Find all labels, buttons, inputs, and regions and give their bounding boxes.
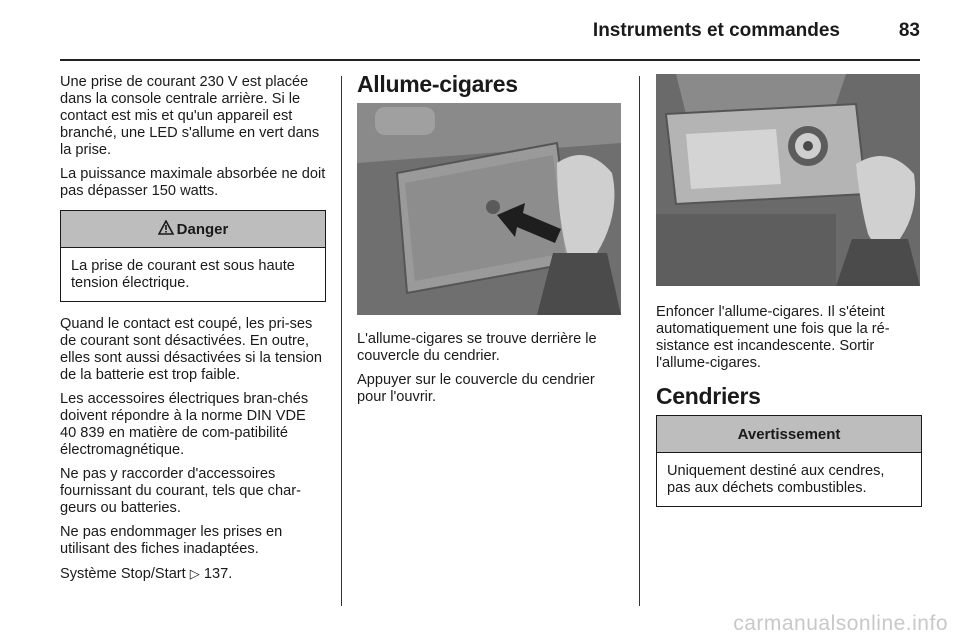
danger-header bbox=[61, 211, 325, 248]
paragraph: Ne pas y raccorder d'accessoires fournissant du courant, tels que char-geurs ou batteries. bbox=[60, 466, 301, 516]
ashtray-lid-photo bbox=[357, 103, 621, 315]
paragraph: Ne pas endommager les prises en utilisant des fiches inadaptées. bbox=[60, 524, 283, 557]
header-divider bbox=[60, 59, 920, 61]
paragraph: L'allume-cigares se trouve derrière le couvercle du cendrier. bbox=[357, 331, 597, 364]
paragraph: Appuyer sur le couvercle du cendrier pour l'ouvrir. bbox=[357, 372, 595, 405]
danger-box bbox=[60, 210, 326, 302]
cigarette-lighter-photo bbox=[656, 74, 920, 286]
reference-page[interactable]: 137. bbox=[203, 566, 233, 582]
page-header bbox=[60, 14, 920, 54]
page-number: 83 bbox=[898, 20, 920, 41]
column-divider-2 bbox=[639, 76, 640, 606]
paragraph: Les accessoires électriques bran-chés doivent répondre à la norme DIN VDE 40 839 en matière de com-patibilité électromagnétique. bbox=[60, 391, 309, 458]
page-title: Instruments et commandes bbox=[592, 20, 840, 41]
warning-box bbox=[656, 415, 922, 507]
column-divider-1 bbox=[341, 76, 342, 606]
section-heading-cendriers: Cendriers bbox=[656, 383, 761, 409]
danger-title: Danger bbox=[176, 220, 229, 238]
paragraph: Enfoncer l'allume-cigares. Il s'éteint automatiquement une fois que la ré-sistance est incandescente. Sortir l'allume-cigares. bbox=[656, 304, 890, 371]
reference-text: Système Stop/Start bbox=[60, 566, 186, 582]
warning-triangle-icon bbox=[158, 220, 174, 239]
section-heading-allume-cigares: Allume-cigares bbox=[357, 71, 518, 97]
paragraph: Quand le contact est coupé, les pri-ses de courant sont désactivées. En outre, elles sont aussi désactivées si la tension de la batterie est trop faible. bbox=[60, 316, 323, 383]
paragraph: La puissance maximale absorbée ne doit pas dépasser 150 watts. bbox=[60, 166, 326, 199]
column-1 bbox=[60, 74, 326, 590]
warning-text: Uniquement destiné aux cendres, pas aux déchets combustibles. bbox=[667, 463, 885, 496]
paragraph: Une prise de courant 230 V est placée dans la console centrale arrière. Si le contact est mis et qu'un appareil est branché, une LED s'allume en vert dans la prise. bbox=[60, 74, 320, 158]
column-2 bbox=[357, 71, 623, 413]
danger-text: La prise de courant est sous haute tension électrique. bbox=[71, 258, 295, 291]
paragraph-reference bbox=[60, 565, 326, 583]
warning-header: Avertissement bbox=[657, 416, 921, 453]
page-reference-arrow-icon: ▷ bbox=[189, 566, 200, 581]
watermark: carmanualsonline.info bbox=[733, 612, 948, 635]
column-3 bbox=[656, 74, 922, 521]
